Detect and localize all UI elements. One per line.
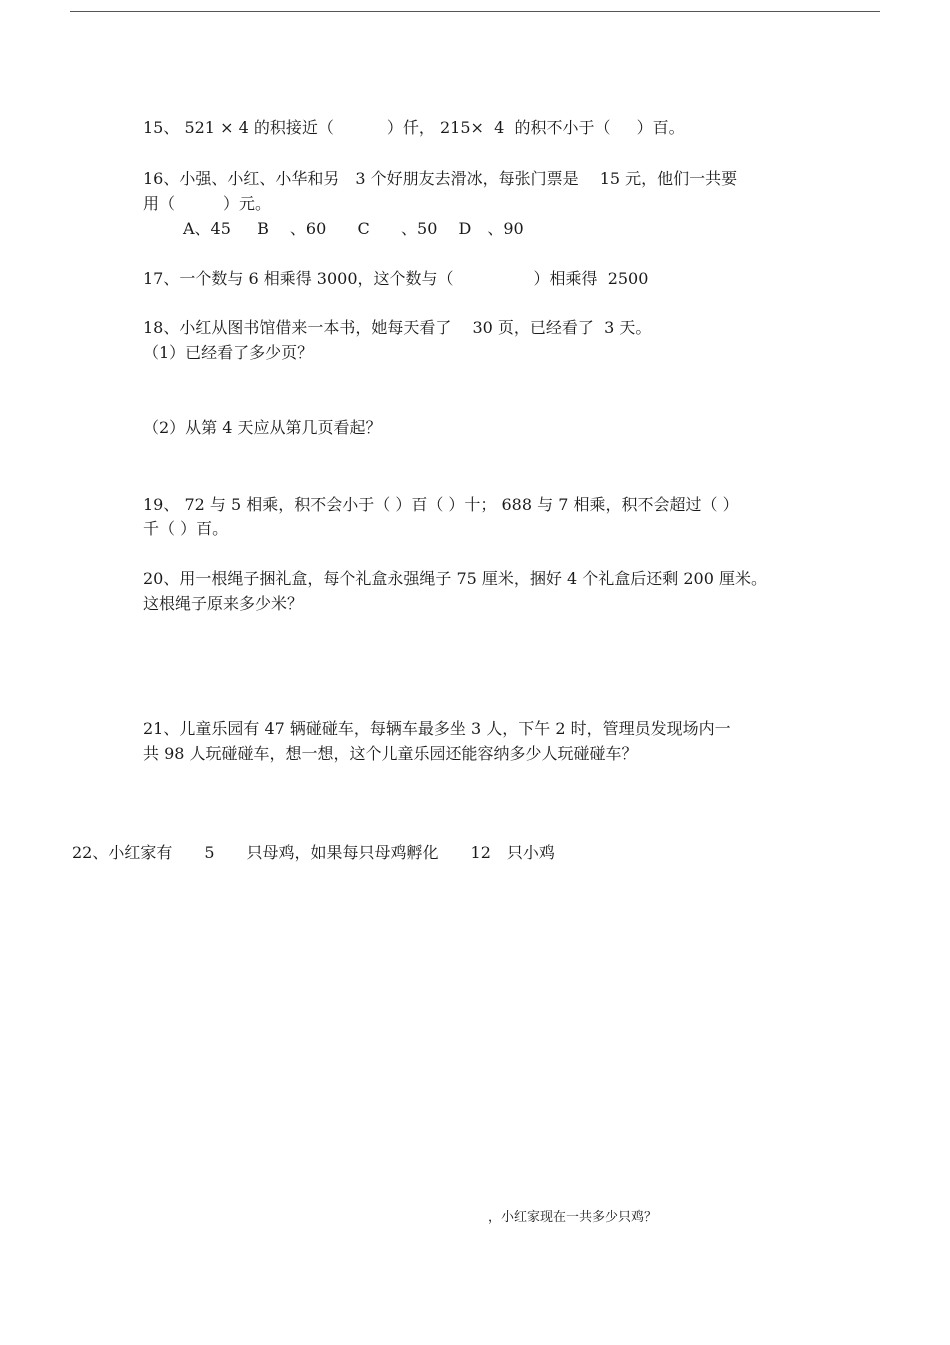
question-20: 20、用一根绳子捆礼盒，每个礼盒永强绳子 75 厘米，捆好 4 个礼盒后还剩 200 厘米。 <box>143 569 767 588</box>
question-19-continued: 千（ ）百。 <box>143 519 229 538</box>
question-15: 15、 521 × 4 的积接近（ ）仟， 215× 4 的积不小于（ ）百。 <box>143 118 685 137</box>
question-22-continued: ，小红家现在一共多少只鸡？ <box>488 1210 658 1225</box>
question-19: 19、 72 与 5 相乘，积不会小于（ ）百（ ）十； 688 与 7 相乘，积不会超过（ ） <box>143 495 739 514</box>
question-16-continued: 用（ ）元。 <box>143 194 272 213</box>
question-18-part-1: （1）已经看了多少页？ <box>143 343 314 362</box>
question-16: 16、小强、小红、小华和另 3 个好朋友去滑冰，每张门票是 15 元，他们一共要 <box>143 169 738 188</box>
question-18: 18、小红从图书馆借来一本书，她每天看了 30 页，已经看了 3 天。 <box>143 318 652 337</box>
question-16-options: A、45 B 、60 C 、50 D 、90 <box>183 219 524 238</box>
question-21-continued: 共 98 人玩碰碰车，想一想，这个儿童乐园还能容纳多少人玩碰碰车？ <box>143 744 638 763</box>
question-20-continued: 这根绳子原来多少米？ <box>143 594 304 613</box>
question-21: 21、儿童乐园有 47 辆碰碰车，每辆车最多坐 3 人，下午 2 时，管理员发现场内一 <box>143 719 731 738</box>
question-18-part-2: （2）从第 4 天应从第几页看起？ <box>143 418 382 437</box>
question-22: 22、小红家有 5 只母鸡，如果每只母鸡孵化 12 只小鸡 <box>72 843 555 862</box>
header-rule <box>70 11 880 12</box>
question-17: 17、一个数与 6 相乘得 3000，这个数与（ ）相乘得 2500 <box>143 269 649 288</box>
